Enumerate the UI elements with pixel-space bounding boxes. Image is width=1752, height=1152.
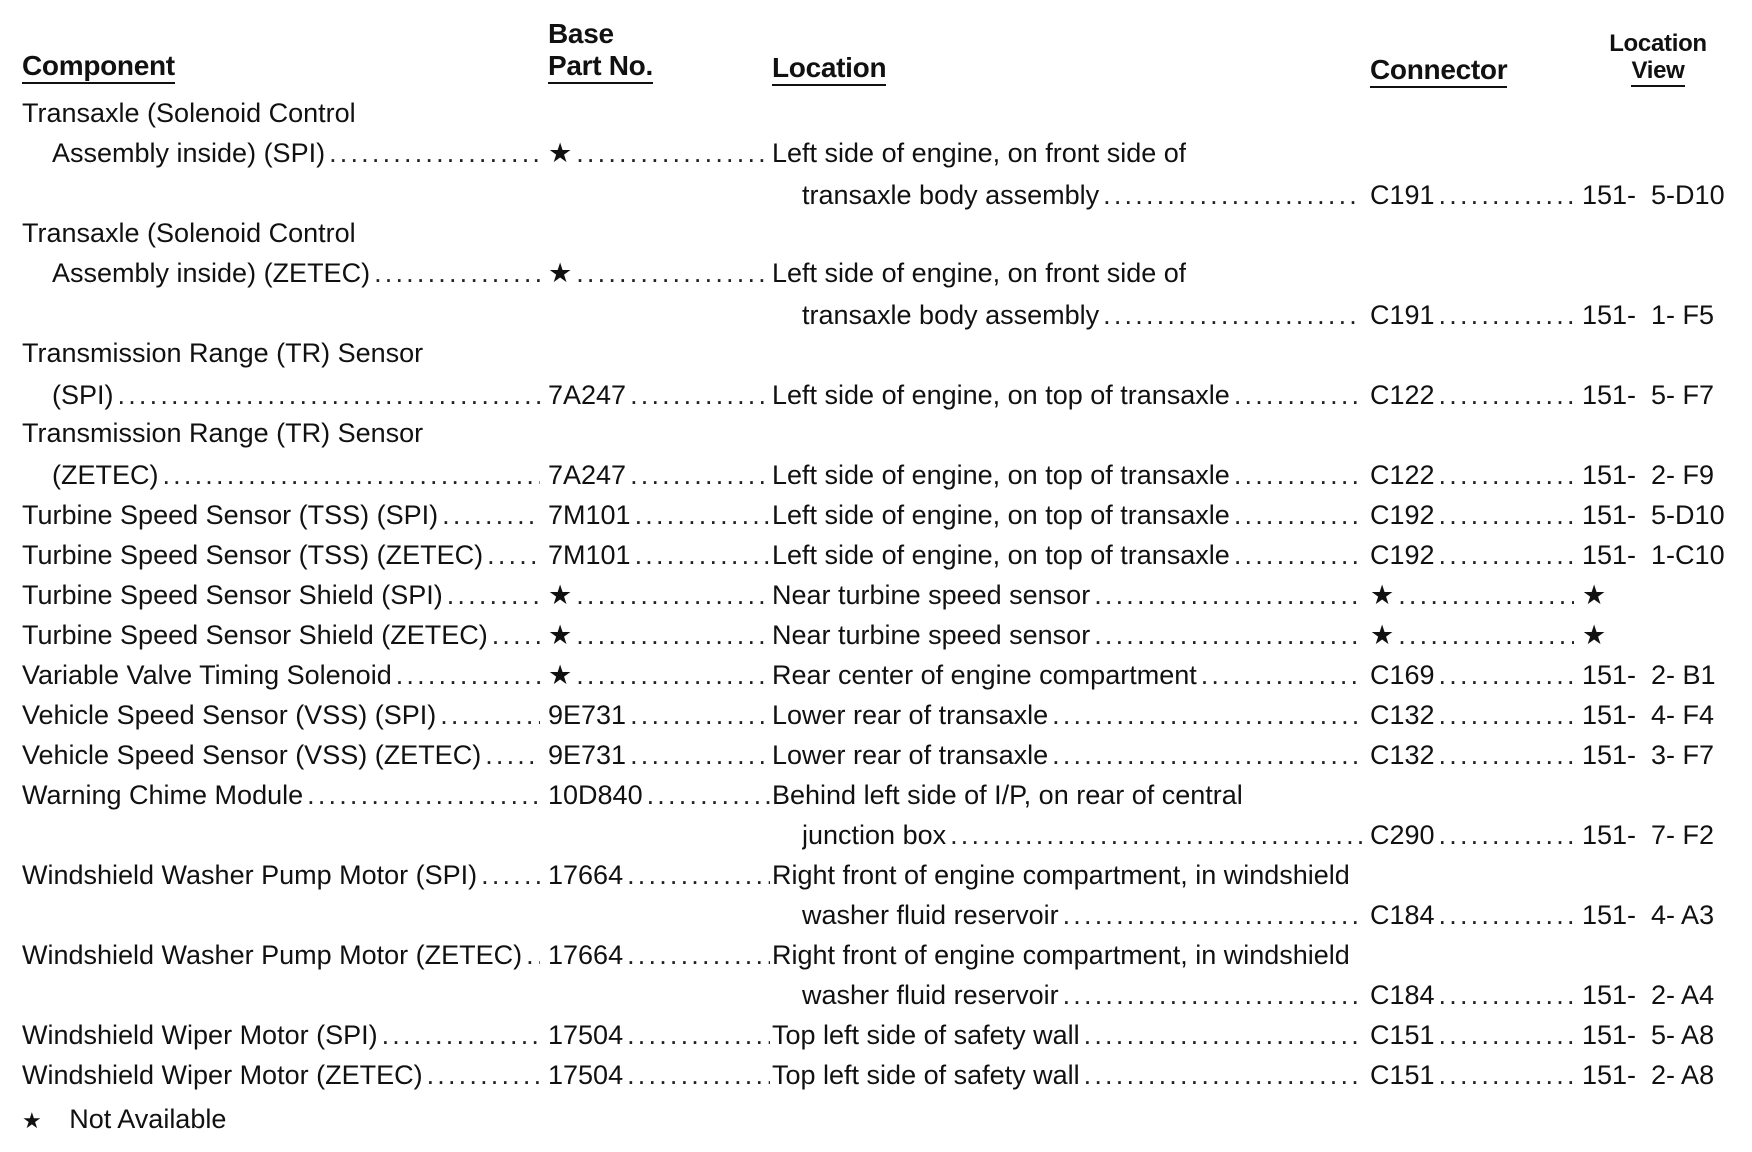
- location-cell-text: Near turbine speed sensor: [772, 620, 1091, 650]
- dot-leader: [1099, 175, 1362, 215]
- part-number-cell: [548, 655, 770, 695]
- location-cell: [772, 575, 1362, 615]
- part-number-cell: [548, 775, 770, 815]
- dot-leader: [1099, 295, 1362, 335]
- dot-leader: [481, 735, 540, 775]
- connector-cell-text: C122: [1370, 380, 1435, 410]
- component-cell: [22, 1055, 540, 1095]
- dot-leader: [1435, 375, 1574, 415]
- connector-cell: [1370, 175, 1574, 215]
- component-cell-text: Assembly inside) (ZETEC): [52, 258, 371, 288]
- connector-cell: [1370, 1015, 1574, 1055]
- table-row: [0, 1055, 1752, 1095]
- dot-leader: [572, 253, 770, 293]
- location-cell-text: Left side of engine, on top of transaxle: [772, 460, 1230, 490]
- component-cell-text: Warning Chime Module: [22, 780, 304, 810]
- location-view-cell: 151- 1-C10: [1582, 540, 1725, 570]
- component-cell: [22, 375, 540, 415]
- header-location: [772, 52, 886, 84]
- location-view-cell: 151- 1- F5: [1582, 300, 1715, 330]
- part-number-cell-text: 10D840: [548, 780, 643, 810]
- header-location-label: Location: [772, 52, 886, 86]
- connector-cell-text: C122: [1370, 460, 1435, 490]
- dot-leader: [1080, 1055, 1362, 1095]
- part-number-cell: [548, 1055, 770, 1095]
- part-number-cell: [548, 375, 770, 415]
- component-cell: [22, 735, 540, 775]
- part-number-cell: [548, 855, 770, 895]
- part-number-cell-text: 17504: [548, 1020, 624, 1050]
- footnote: [22, 1099, 226, 1141]
- header-part-no-label: Part No.: [548, 50, 653, 84]
- component-cell: Transaxle (Solenoid Control: [22, 98, 356, 128]
- location-cell-text: Left side of engine, on top of transaxle: [772, 380, 1230, 410]
- location-cell: [772, 1055, 1362, 1095]
- footnote-text: Not Available: [69, 1104, 227, 1134]
- location-view-cell: ★: [1582, 620, 1607, 650]
- connector-cell: [1370, 735, 1574, 775]
- table-row: [0, 375, 1752, 415]
- location-cell-text: Left side of engine, on top of transaxle: [772, 540, 1230, 570]
- connector-cell: [1370, 895, 1574, 935]
- component-cell: [22, 495, 540, 535]
- dot-leader: [626, 455, 770, 495]
- dot-leader: [1435, 815, 1574, 855]
- part-number-cell: [548, 575, 770, 615]
- dot-leader: [626, 375, 770, 415]
- dot-leader: [370, 253, 540, 293]
- location-view-cell: 151- 4- A3: [1582, 900, 1715, 930]
- component-cell-text: Windshield Washer Pump Motor (ZETEC): [22, 940, 523, 970]
- dot-leader: [623, 1015, 770, 1055]
- table-row: [0, 735, 1752, 775]
- component-cell: [22, 1015, 540, 1055]
- connector-cell: [1370, 1055, 1574, 1095]
- location-cell: [772, 655, 1362, 695]
- dot-leader: [1435, 695, 1574, 735]
- location-cell: [802, 895, 1362, 935]
- part-number-cell-text: 9E731: [548, 740, 627, 770]
- dot-leader: [1059, 895, 1362, 935]
- dot-leader: [477, 855, 540, 895]
- part-number-cell-text: 17664: [548, 860, 624, 890]
- dot-leader: [631, 535, 770, 575]
- component-cell: [22, 935, 540, 975]
- component-cell: Transmission Range (TR) Sensor: [22, 338, 424, 368]
- part-number-cell: [548, 133, 770, 173]
- location-cell-text: transaxle body assembly: [802, 180, 1100, 210]
- location-cell: [772, 535, 1362, 575]
- location-view-cell: 151- 2- A4: [1582, 980, 1715, 1010]
- table-row: [0, 93, 1752, 133]
- dot-leader: [626, 735, 770, 775]
- dot-leader: [483, 535, 540, 575]
- location-view-cell: 151- 4- F4: [1582, 700, 1715, 730]
- header-base-part-no: [548, 18, 653, 82]
- component-cell-text: Assembly inside) (SPI): [52, 138, 326, 168]
- connector-cell-text: C132: [1370, 740, 1435, 770]
- location-cell: [772, 495, 1362, 535]
- table-row: [0, 815, 1752, 855]
- dot-leader: [1230, 495, 1362, 535]
- connector-cell-text: C192: [1370, 540, 1435, 570]
- table-row: [0, 213, 1752, 253]
- dot-leader: [623, 935, 770, 975]
- table-row: [0, 133, 1752, 173]
- table-row: [0, 333, 1752, 373]
- table-row: [0, 1015, 1752, 1055]
- dot-leader: [1435, 895, 1574, 935]
- dot-leader: [522, 935, 540, 975]
- header-connector-label: Connector: [1370, 54, 1507, 88]
- dot-leader: [1435, 1015, 1574, 1055]
- location-view-cell: 151- 2- B1: [1582, 660, 1716, 690]
- part-number-cell: [548, 535, 770, 575]
- table-row: [0, 615, 1752, 655]
- part-number-cell: [548, 935, 770, 975]
- part-number-cell-text: 9E731: [548, 700, 627, 730]
- part-number-cell-text: 7M101: [548, 540, 631, 570]
- connector-cell: [1370, 295, 1574, 335]
- connector-cell: [1370, 375, 1574, 415]
- location-cell: [802, 175, 1362, 215]
- location-cell: [802, 975, 1362, 1015]
- location-view-cell: 151- 2- A8: [1582, 1060, 1715, 1090]
- component-cell-text: (SPI): [52, 380, 114, 410]
- dot-leader: [114, 375, 540, 415]
- connector-cell-text: C290: [1370, 820, 1435, 850]
- part-number-cell: [548, 735, 770, 775]
- dot-leader: [1394, 615, 1574, 655]
- dot-leader: [1394, 575, 1574, 615]
- location-cell-text: washer fluid reservoir: [802, 900, 1059, 930]
- dot-leader: [436, 695, 540, 735]
- location-cell-text: junction box: [802, 820, 947, 850]
- location-view-cell: ★: [1582, 580, 1607, 610]
- dot-leader: [572, 575, 770, 615]
- component-cell: [22, 855, 540, 895]
- dot-leader: [631, 495, 770, 535]
- header-view-line1: Location: [1609, 30, 1707, 57]
- table-row: [0, 535, 1752, 575]
- dot-leader: [1435, 1055, 1574, 1095]
- location-view-cell: 151- 5-D10: [1582, 180, 1725, 210]
- component-cell: [22, 775, 540, 815]
- connector-cell: [1370, 455, 1574, 495]
- location-cell-text: Top left side of safety wall: [772, 1020, 1080, 1050]
- component-cell: [22, 133, 540, 173]
- component-cell-text: Windshield Wiper Motor (SPI): [22, 1020, 378, 1050]
- component-cell: [22, 455, 540, 495]
- part-number-cell-text: 7A247: [548, 380, 627, 410]
- location-cell-text: transaxle body assembly: [802, 300, 1100, 330]
- connector-cell-text: C191: [1370, 180, 1435, 210]
- dot-leader: [1197, 655, 1362, 695]
- component-cell-text: Turbine Speed Sensor (TSS) (SPI): [22, 500, 439, 530]
- component-cell: [22, 655, 540, 695]
- dot-leader: [1435, 655, 1574, 695]
- part-number-cell: [548, 1015, 770, 1055]
- table-row: [0, 935, 1752, 975]
- dot-leader: [1435, 535, 1574, 575]
- dot-leader: [392, 655, 540, 695]
- location-cell-text: washer fluid reservoir: [802, 980, 1059, 1010]
- location-view-cell: 151- 5- A8: [1582, 1020, 1715, 1050]
- connector-cell: [1370, 575, 1574, 615]
- location-view-cell: 151- 5- F7: [1582, 380, 1715, 410]
- connector-cell-text: C151: [1370, 1020, 1435, 1050]
- table-row: [0, 695, 1752, 735]
- dot-leader: [1048, 695, 1362, 735]
- location-cell: [772, 455, 1362, 495]
- table-row: [0, 655, 1752, 695]
- dot-leader: [1435, 495, 1574, 535]
- part-number-cell-text: ★: [548, 580, 573, 610]
- component-cell-text: Vehicle Speed Sensor (VSS) (ZETEC): [22, 740, 482, 770]
- location-cell: [772, 1015, 1362, 1055]
- part-number-cell-text: ★: [548, 620, 573, 650]
- connector-cell-text: C132: [1370, 700, 1435, 730]
- table-row: [0, 975, 1752, 1015]
- location-cell: Right front of engine compartment, in windshield: [772, 940, 1350, 970]
- connector-cell: [1370, 695, 1574, 735]
- location-view-cell: 151- 2- F9: [1582, 460, 1715, 490]
- header-component-label: Component: [22, 50, 175, 84]
- connector-cell-text: C192: [1370, 500, 1435, 530]
- location-cell-text: Lower rear of transaxle: [772, 700, 1049, 730]
- table-row: [0, 855, 1752, 895]
- dot-leader: [643, 775, 770, 815]
- dot-leader: [158, 455, 540, 495]
- part-number-cell-text: 17664: [548, 940, 624, 970]
- table-row: [0, 895, 1752, 935]
- dot-leader: [1090, 575, 1362, 615]
- part-number-cell: [548, 495, 770, 535]
- dot-leader: [946, 815, 1362, 855]
- dot-leader: [1230, 455, 1362, 495]
- part-number-cell: [548, 695, 770, 735]
- component-cell-text: Turbine Speed Sensor Shield (ZETEC): [22, 620, 488, 650]
- part-number-cell-text: ★: [548, 660, 573, 690]
- table-row: [0, 253, 1752, 293]
- dot-leader: [626, 695, 770, 735]
- connector-cell-text: C151: [1370, 1060, 1435, 1090]
- location-view-cell: 151- 7- F2: [1582, 820, 1715, 850]
- part-number-cell-text: ★: [548, 258, 573, 288]
- connector-cell: [1370, 655, 1574, 695]
- dot-leader: [438, 495, 540, 535]
- dot-leader: [623, 1055, 770, 1095]
- table-row: [0, 495, 1752, 535]
- component-cell-text: Windshield Wiper Motor (ZETEC): [22, 1060, 423, 1090]
- dot-leader: [1230, 375, 1362, 415]
- connector-cell: [1370, 815, 1574, 855]
- dot-leader: [1080, 1015, 1362, 1055]
- location-cell: Left side of engine, on front side of: [772, 258, 1187, 288]
- part-number-cell: [548, 455, 770, 495]
- header-location-view: [1588, 30, 1728, 84]
- component-cell: [22, 695, 540, 735]
- location-cell: [772, 375, 1362, 415]
- dot-leader: [1435, 735, 1574, 775]
- header-component: [22, 50, 175, 82]
- table-row: [0, 295, 1752, 335]
- dot-leader: [1059, 975, 1362, 1015]
- dot-leader: [572, 133, 770, 173]
- location-cell-text: Top left side of safety wall: [772, 1060, 1080, 1090]
- part-number-cell: [548, 253, 770, 293]
- header-view-line2: View: [1631, 57, 1684, 87]
- table-row: [0, 455, 1752, 495]
- part-number-cell: [548, 615, 770, 655]
- location-cell: [802, 295, 1362, 335]
- table-row: [0, 575, 1752, 615]
- table-row: [0, 175, 1752, 215]
- location-cell-text: Rear center of engine compartment: [772, 660, 1197, 690]
- connector-cell: [1370, 535, 1574, 575]
- table-row: [0, 775, 1752, 815]
- component-cell: [22, 535, 540, 575]
- location-cell-text: Near turbine speed sensor: [772, 580, 1091, 610]
- component-cell: Transaxle (Solenoid Control: [22, 218, 356, 248]
- dot-leader: [378, 1015, 540, 1055]
- dot-leader: [1435, 975, 1574, 1015]
- part-number-cell-text: 17504: [548, 1060, 624, 1090]
- connector-cell-text: C184: [1370, 980, 1435, 1010]
- part-number-cell-text: ★: [548, 138, 573, 168]
- connector-cell: [1370, 975, 1574, 1015]
- location-view-cell: 151- 5-D10: [1582, 500, 1725, 530]
- component-cell-text: Windshield Washer Pump Motor (SPI): [22, 860, 478, 890]
- location-cell: [772, 735, 1362, 775]
- component-cell-text: Turbine Speed Sensor (TSS) (ZETEC): [22, 540, 484, 570]
- component-cell: [22, 253, 540, 293]
- location-cell-text: Left side of engine, on top of transaxle: [772, 500, 1230, 530]
- location-cell: Right front of engine compartment, in windshield: [772, 860, 1350, 890]
- dot-leader: [1435, 455, 1574, 495]
- connector-cell-text: ★: [1370, 620, 1395, 650]
- dot-leader: [303, 775, 540, 815]
- dot-leader: [572, 615, 770, 655]
- connector-cell: [1370, 495, 1574, 535]
- location-cell: [802, 815, 1362, 855]
- star-icon: ★: [22, 1108, 42, 1133]
- location-cell: [772, 695, 1362, 735]
- dot-leader: [623, 855, 770, 895]
- dot-leader: [488, 615, 540, 655]
- part-number-cell-text: 7A247: [548, 460, 627, 490]
- connector-cell-text: C184: [1370, 900, 1435, 930]
- component-cell-text: Variable Valve Timing Solenoid: [22, 660, 392, 690]
- header-connector: [1370, 54, 1507, 86]
- component-cell: Transmission Range (TR) Sensor: [22, 418, 424, 448]
- dot-leader: [1090, 615, 1362, 655]
- dot-leader: [572, 655, 770, 695]
- dot-leader: [325, 133, 540, 173]
- dot-leader: [1230, 535, 1362, 575]
- component-cell: [22, 615, 540, 655]
- component-cell: [22, 575, 540, 615]
- part-number-cell-text: 7M101: [548, 500, 631, 530]
- location-view-cell: 151- 3- F7: [1582, 740, 1715, 770]
- location-cell: Behind left side of I/P, on rear of central: [772, 780, 1243, 810]
- connector-cell: [1370, 615, 1574, 655]
- header-base-label: Base: [548, 18, 614, 49]
- dot-leader: [423, 1055, 540, 1095]
- dot-leader: [443, 575, 540, 615]
- connector-cell-text: ★: [1370, 580, 1395, 610]
- dot-leader: [1435, 175, 1574, 215]
- location-cell: [772, 615, 1362, 655]
- component-cell-text: (ZETEC): [52, 460, 159, 490]
- connector-cell-text: C191: [1370, 300, 1435, 330]
- dot-leader: [1048, 735, 1362, 775]
- table-row: [0, 413, 1752, 453]
- dot-leader: [1435, 295, 1574, 335]
- component-cell-text: Vehicle Speed Sensor (VSS) (SPI): [22, 700, 437, 730]
- connector-cell-text: C169: [1370, 660, 1435, 690]
- location-cell-text: Lower rear of transaxle: [772, 740, 1049, 770]
- location-cell: Left side of engine, on front side of: [772, 138, 1187, 168]
- component-cell-text: Turbine Speed Sensor Shield (SPI): [22, 580, 443, 610]
